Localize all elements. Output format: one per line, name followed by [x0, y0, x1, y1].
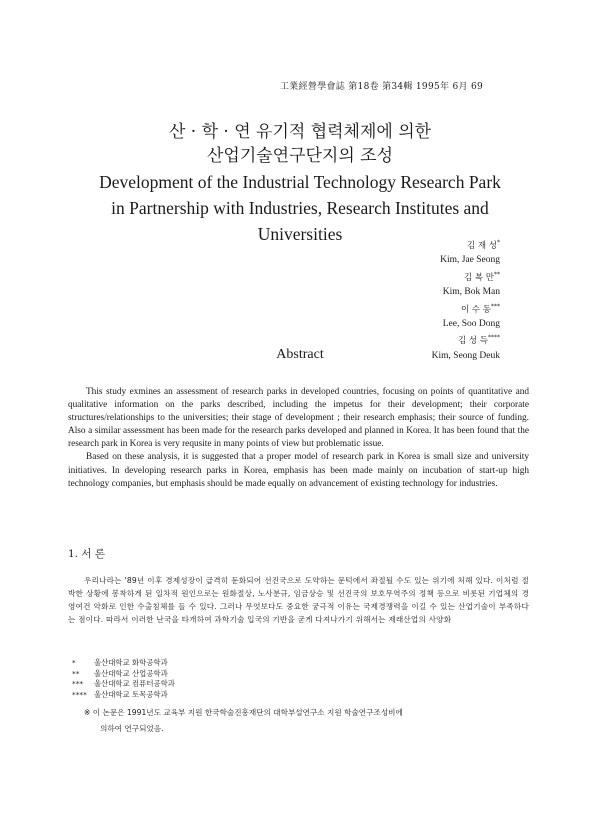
- author-1-korean-name: 김 재 성*: [466, 239, 500, 251]
- abstract-heading: Abstract: [276, 347, 324, 362]
- author-4-korean-name: 김 성 득****: [457, 334, 500, 347]
- running-head: 工業經營學會誌 第18卷 第34輯 1995年 6月 69: [280, 82, 483, 92]
- introduction-paragraph: 우리나라는 '89년 이후 경제성장이 급격히 둔화되어 선진국으로 도약하는 문턱에서 좌절될 수도 있는 위기에 처해 있다. 이처럼 절박한 상황에 봉착하게 된 일차적 원인으로는 원화절상, 노사분규, 임금상승 및 선진국의 보호무역주의 정책 등으로 비롯된 기업체의 경영여건 악화로 인한 수출침체를 들 수 있다. 그러나 무엇보다도 중요한 궁극적 이유는 국제경쟁력을 이길 수 있는 산업기술이 부족하다는 점이다. 따라서 이러한 난국을 타개하여 과학기술 입국의 기반을 굳게 다져나가기 위해서는 제래산업의 사양화: [68, 576, 529, 625]
- footnote-1: * 울산대학교 화학공학과: [72, 658, 168, 667]
- abstract-paragraph-1: This study exmines an assessment of research parks in developed countries, focusing on points of quantitative and qualitative information on the parks described, including the impetus for their development; their corporate structures/relationships to the universities; their stage of development ; their research emphasis; their source of funding. Also a similar assessment has been made for the research parks developed and planned in Korea. It has been found that the research park in Korea is very requsite in many points of view but problematic issue.: [68, 387, 529, 450]
- funding-note-line-1: ※ 이 논문은 1991년도 교육부 지원 한국학술진흥재단의 대학부설연구소 지원 학술연구조성비에: [84, 708, 403, 717]
- author-2-korean-name: 김 복 만**: [463, 270, 500, 283]
- funding-note: [84, 705, 504, 737]
- affiliation-footnotes: [72, 658, 175, 701]
- author-3-korean-name: 이 수 동***: [460, 302, 500, 315]
- korean-title-line-1: 산 · 학 · 연 유기적 협력체제에 의한: [168, 122, 432, 142]
- funding-note-line-2: 의하여 연구되었음.: [100, 724, 164, 733]
- footnote-2: ** 울산대학교 산업공학과: [72, 668, 168, 678]
- author-3-english-name: Lee, Soo Dong: [442, 318, 500, 329]
- english-title-line-2: in Partnership with Industries, Research Institutes and: [111, 198, 489, 218]
- author-list: [350, 236, 500, 363]
- abstract-body: [68, 386, 529, 491]
- footnote-3: *** 울산대학교 컴퓨터공학과: [72, 679, 175, 689]
- section-heading-introduction: 1. 서 론: [68, 548, 105, 560]
- abstract-paragraph-2: Based on these analysis, it is suggested that a proper model of research park in Korea is small size and university initiatives. In developing research parks in Korea, emphasis has been made mainly on incubation of start-up high technology companies, but emphasis should be made equally on advancement of existing technology for industries.: [68, 452, 529, 489]
- english-title-line-3: Universities: [257, 224, 343, 244]
- english-title-line-1: Development of the Industrial Technology Research Park: [99, 172, 501, 192]
- author-1-english-name: Kim, Jae Seong: [440, 255, 500, 266]
- footnote-4: **** 울산대학교 토목공학과: [72, 690, 168, 700]
- korean-title-line-2: 산업기술연구단지의 조성: [206, 146, 394, 166]
- title-block: [0, 120, 600, 246]
- author-4-english-name: Kim, Seong Deuk: [431, 350, 500, 361]
- author-2-english-name: Kim, Bok Man: [442, 287, 500, 298]
